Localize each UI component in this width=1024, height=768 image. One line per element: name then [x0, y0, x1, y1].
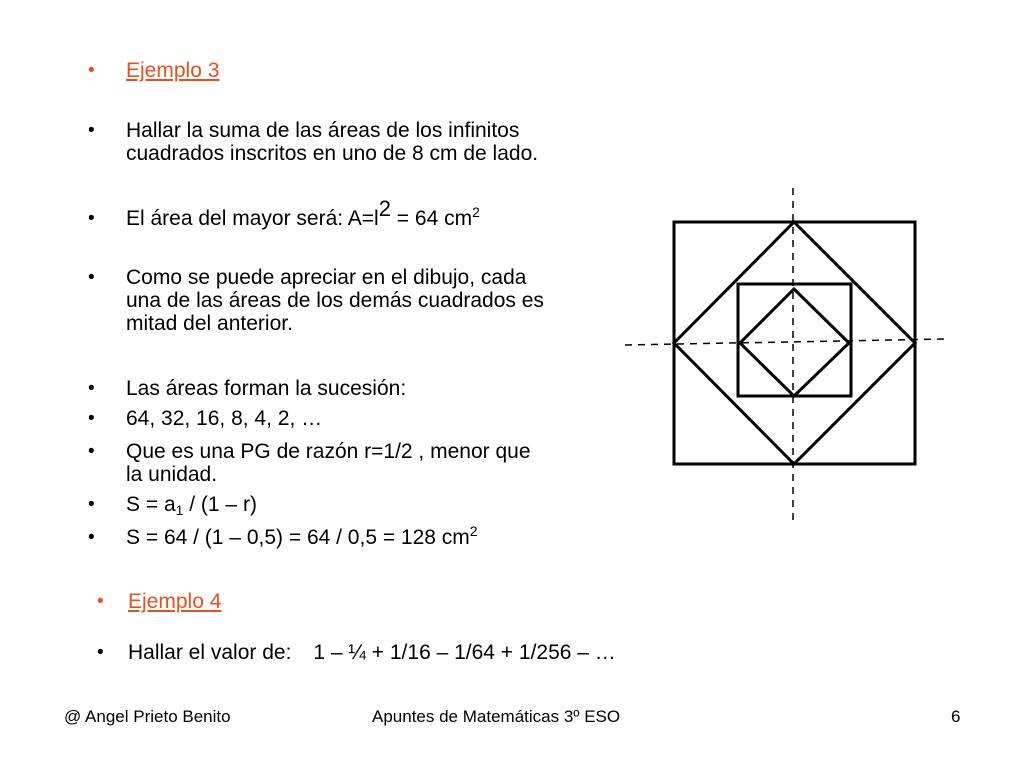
example-3-statement: Hallar la suma de las áreas de los infinitos cuadrados inscritos en uno de 8 cm de lado. [126, 119, 539, 165]
inscribed-squares-figure [620, 185, 960, 525]
page-number: 6 [951, 707, 961, 726]
geometric-progression-text: Que es una PG de razón r=1/2 , menor que la unidad. [126, 440, 531, 486]
sum-result: S = 64 / (1 – 0,5) = 64 / 0,5 = 128 $cm^2$ [126, 523, 478, 549]
bullet: • [97, 591, 104, 612]
outer-square [674, 222, 915, 464]
observation-text: Como se puede apreciar en el dibujo, cada una de las áreas de los demás cuadrados es mitad del anterior. [126, 266, 544, 335]
example-3-heading: Ejemplo 3 [126, 59, 220, 82]
bullet: • [88, 120, 95, 141]
sequence-values: 64, 32, 16, 8, 4, 2, … [126, 407, 323, 430]
first-inscribed-square [674, 222, 915, 464]
bullet: • [88, 267, 95, 288]
bullet: • [88, 208, 95, 229]
example-4-statement: Hallar el valor de: 1 – ¼ + 1/16 – 1/64 + 1/256 – … [128, 641, 616, 664]
bullet: • [88, 378, 95, 399]
bullet: • [88, 408, 95, 429]
example-4-heading: Ejemplo 4 [128, 590, 222, 613]
sequence-intro: Las áreas forman la sucesión: [126, 377, 407, 400]
bullet: • [88, 441, 95, 462]
middle-square [738, 284, 851, 396]
bullet: • [88, 60, 95, 81]
footer-author: @ Angel Prieto Benito [64, 707, 231, 726]
bullet: • [88, 527, 95, 548]
bullet: • [97, 642, 104, 663]
largest-area-text: El área del mayor será: $A=l^2 = 64$ $cm^2$ [126, 196, 480, 230]
bullet: • [88, 494, 95, 515]
sum-formula: $S = a_1 / (1 - r)$ [126, 493, 257, 518]
footer-course: Apuntes de Matemáticas 3º ESO [372, 707, 621, 726]
